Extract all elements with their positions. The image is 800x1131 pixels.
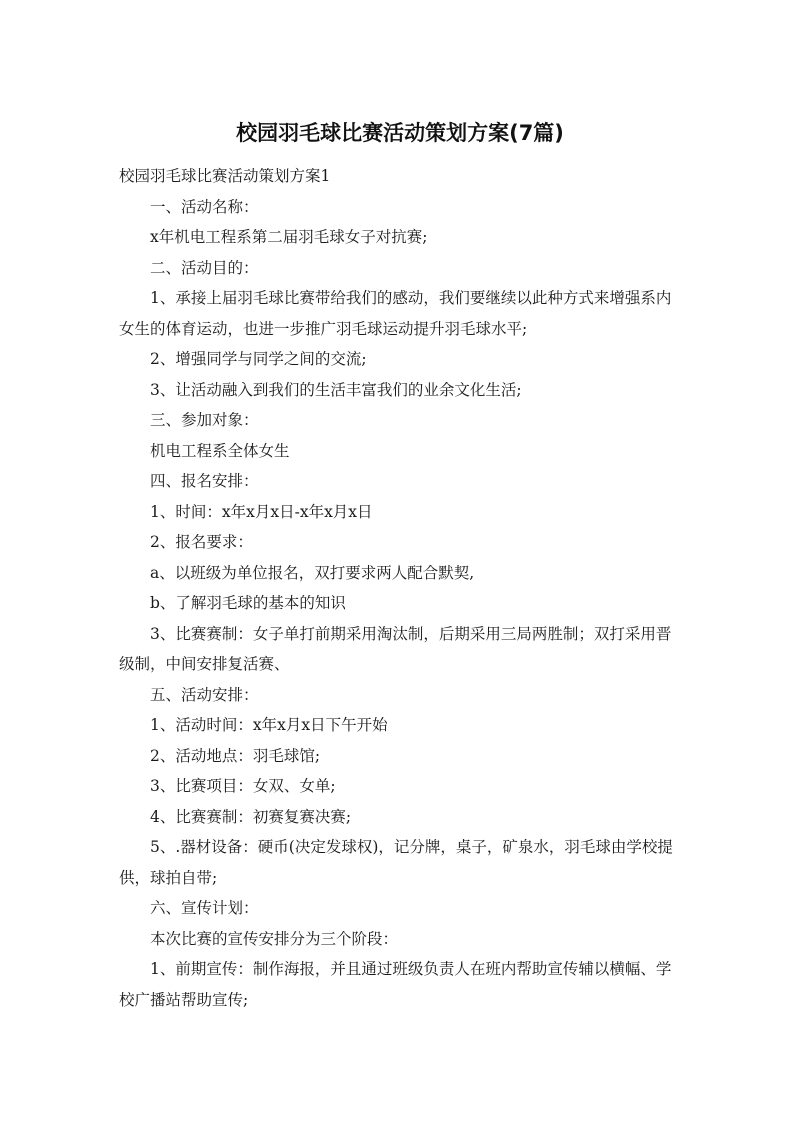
paragraph: 三、参加对象： <box>150 411 259 429</box>
paragraph: 2、报名要求： <box>150 533 253 551</box>
paragraph: b、了解羽毛球的基本的知识 <box>150 594 346 612</box>
paragraph: 1、活动时间：x年x月x日下午开始 <box>150 716 388 734</box>
paragraph: 四、报名安排： <box>150 472 259 490</box>
paragraph: 3、让活动融入到我们的生活丰富我们的业余文化生活; <box>150 380 522 399</box>
paragraph: 2、活动地点：羽毛球馆; <box>150 746 321 765</box>
paragraph: 一、活动名称： <box>150 197 259 216</box>
paragraph: 1、时间：x年x月x日-x年x月x日 <box>150 502 373 521</box>
paragraph: 2、增强同学与同学之间的交流; <box>150 350 367 368</box>
paragraph: a、以班级为单位报名，双打要求两人配合默契, <box>150 563 475 582</box>
paragraph: 1、承接上届羽毛球比赛带给我们的感动，我们要继续以此种方式来增强系内女生的体育运动，也进一步推广羽毛球运动提升羽毛球水平; <box>119 289 672 338</box>
paragraph: x年机电工程系第二届羽毛球女子对抗赛; <box>150 228 428 246</box>
paragraph: 五、活动安排： <box>150 685 259 704</box>
document-title: 校园羽毛球比赛活动策划方案(7篇) <box>236 121 564 145</box>
paragraph: 机电工程系全体女生 <box>150 441 290 460</box>
paragraph: 校园羽毛球比赛活动策划方案1 <box>119 167 331 185</box>
paragraph: 5、.器材设备：硬币(决定发球权)，记分牌，桌子，矿泉水，羽毛球由学校提供，球拍自带; <box>119 838 673 887</box>
document-body <box>119 161 685 1015</box>
paragraph: 1、前期宣传：制作海报，并且通过班级负责人在班内帮助宣传辅以横幅、学校广播站帮助宣传; <box>119 960 672 1009</box>
paragraph: 4、比赛赛制：初赛复赛决赛; <box>150 807 352 826</box>
paragraph: 本次比赛的宣传安排分为三个阶段： <box>150 929 399 948</box>
paragraph: 3、比赛赛制：女子单打前期采用淘汰制，后期采用三局两胜制；双打采用晋级制，中间安排复活赛、 <box>119 624 672 673</box>
paragraph: 二、活动目的： <box>150 258 259 277</box>
paragraph: 3、比赛项目：女双、女单; <box>150 777 336 795</box>
paragraph: 六、宣传计划： <box>150 899 259 917</box>
